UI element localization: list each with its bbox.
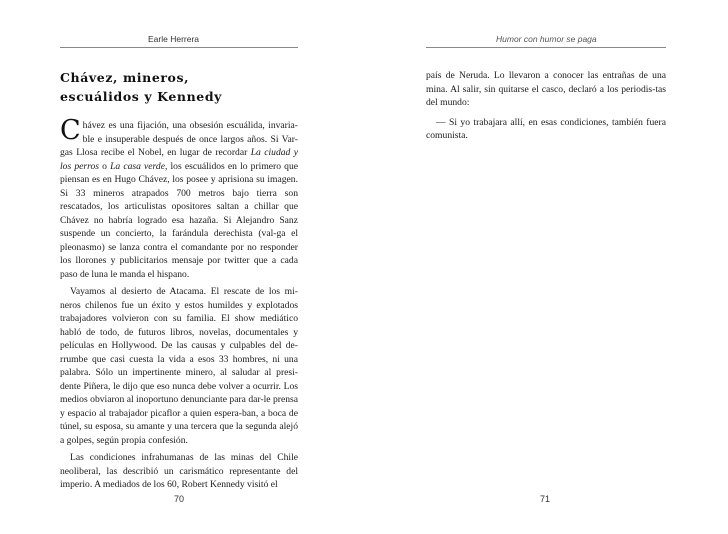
text-run: , los escuálidos en lo primero que piensan es en Hugo Chávez, los posee y aprisiona su imagen. Si 33 mineros atrapados 700 metros bajo tierra son rescatados, los articulistas opositores saltan a chillar que Chávez no habría logrado esa hazaña. Si Alejandro Sanz suspende un concierto, la farándula derechista (val-ga el pleonasmo) se lanza contra el comandante por no responder los llorones y publicitarios mensaje por twitter que a cada paso de luna le manda el hispano. xyxy=(60,160,299,280)
page-number-right: 71 xyxy=(540,494,551,504)
running-head-title: Humor con humor se paga xyxy=(496,34,597,44)
chapter-title-line1: Chávez, mineros, xyxy=(60,70,190,85)
paragraph xyxy=(60,115,299,281)
paragraph: Vayamos al desierto de Atacama. El rescate de los mi-neros chilenos fue un éxito y estos humildes y explotados trabajadores volvieron con su familia. El show mediático habló de todo, de futuros libros, novelas, documentales y películas en Hollywood. De las causas y culpables del de-rrumbe que casi cuesta la vida a esos 33 hombres, ni una palabra. Sólo un impertinente minero, al saludar al presi-dente Piñera, le dijo que eso nunca debe volver a ocurrir. Los medios obviaron al inoportuno denunciante para dar-le prensa y espacio al trabajador picaflor a quien espera-ban, a boca de túnel, su esposa, su amante y una tercera que la segunda alejó a golpes, según propia confesión. xyxy=(60,286,298,446)
chapter-title-line2: escuálidos y Kennedy xyxy=(60,89,223,104)
paragraph: — Si yo trabajara allí, en esas condiciones, también fuera comunista. xyxy=(426,116,666,141)
left-body-text xyxy=(60,115,299,496)
drop-cap: C xyxy=(60,115,81,146)
header-rule-left xyxy=(60,47,298,48)
text-run: o xyxy=(99,160,111,172)
chapter-title xyxy=(60,68,310,106)
book-title: La ciudad y los perros xyxy=(60,147,298,172)
header-rule-right xyxy=(426,47,666,48)
right-page xyxy=(364,0,728,534)
right-body-text xyxy=(426,69,666,147)
book-title: La casa verde xyxy=(110,160,165,172)
text-run: hávez es una fijación, una obsesión escuálida, invaria-ble e insuperable después de once largos años. Si Var-gas Llosa recibe el Nobel, en lugar de recordar xyxy=(60,120,298,158)
paragraph: Las condiciones infrahumanas de las minas del Chile neoliberal, las describió un carismático representante del imperio. A mediados de los 60, Robert Kennedy visitó el xyxy=(60,452,298,490)
running-head-author: Earle Herrera xyxy=(148,34,200,44)
paragraph: país de Neruda. Lo llevaron a conocer las entrañas de una mina. Al salir, sin quitarse el casco, declaró a los periodis-tas del mundo: xyxy=(426,70,666,108)
page-number-left: 70 xyxy=(174,494,185,504)
